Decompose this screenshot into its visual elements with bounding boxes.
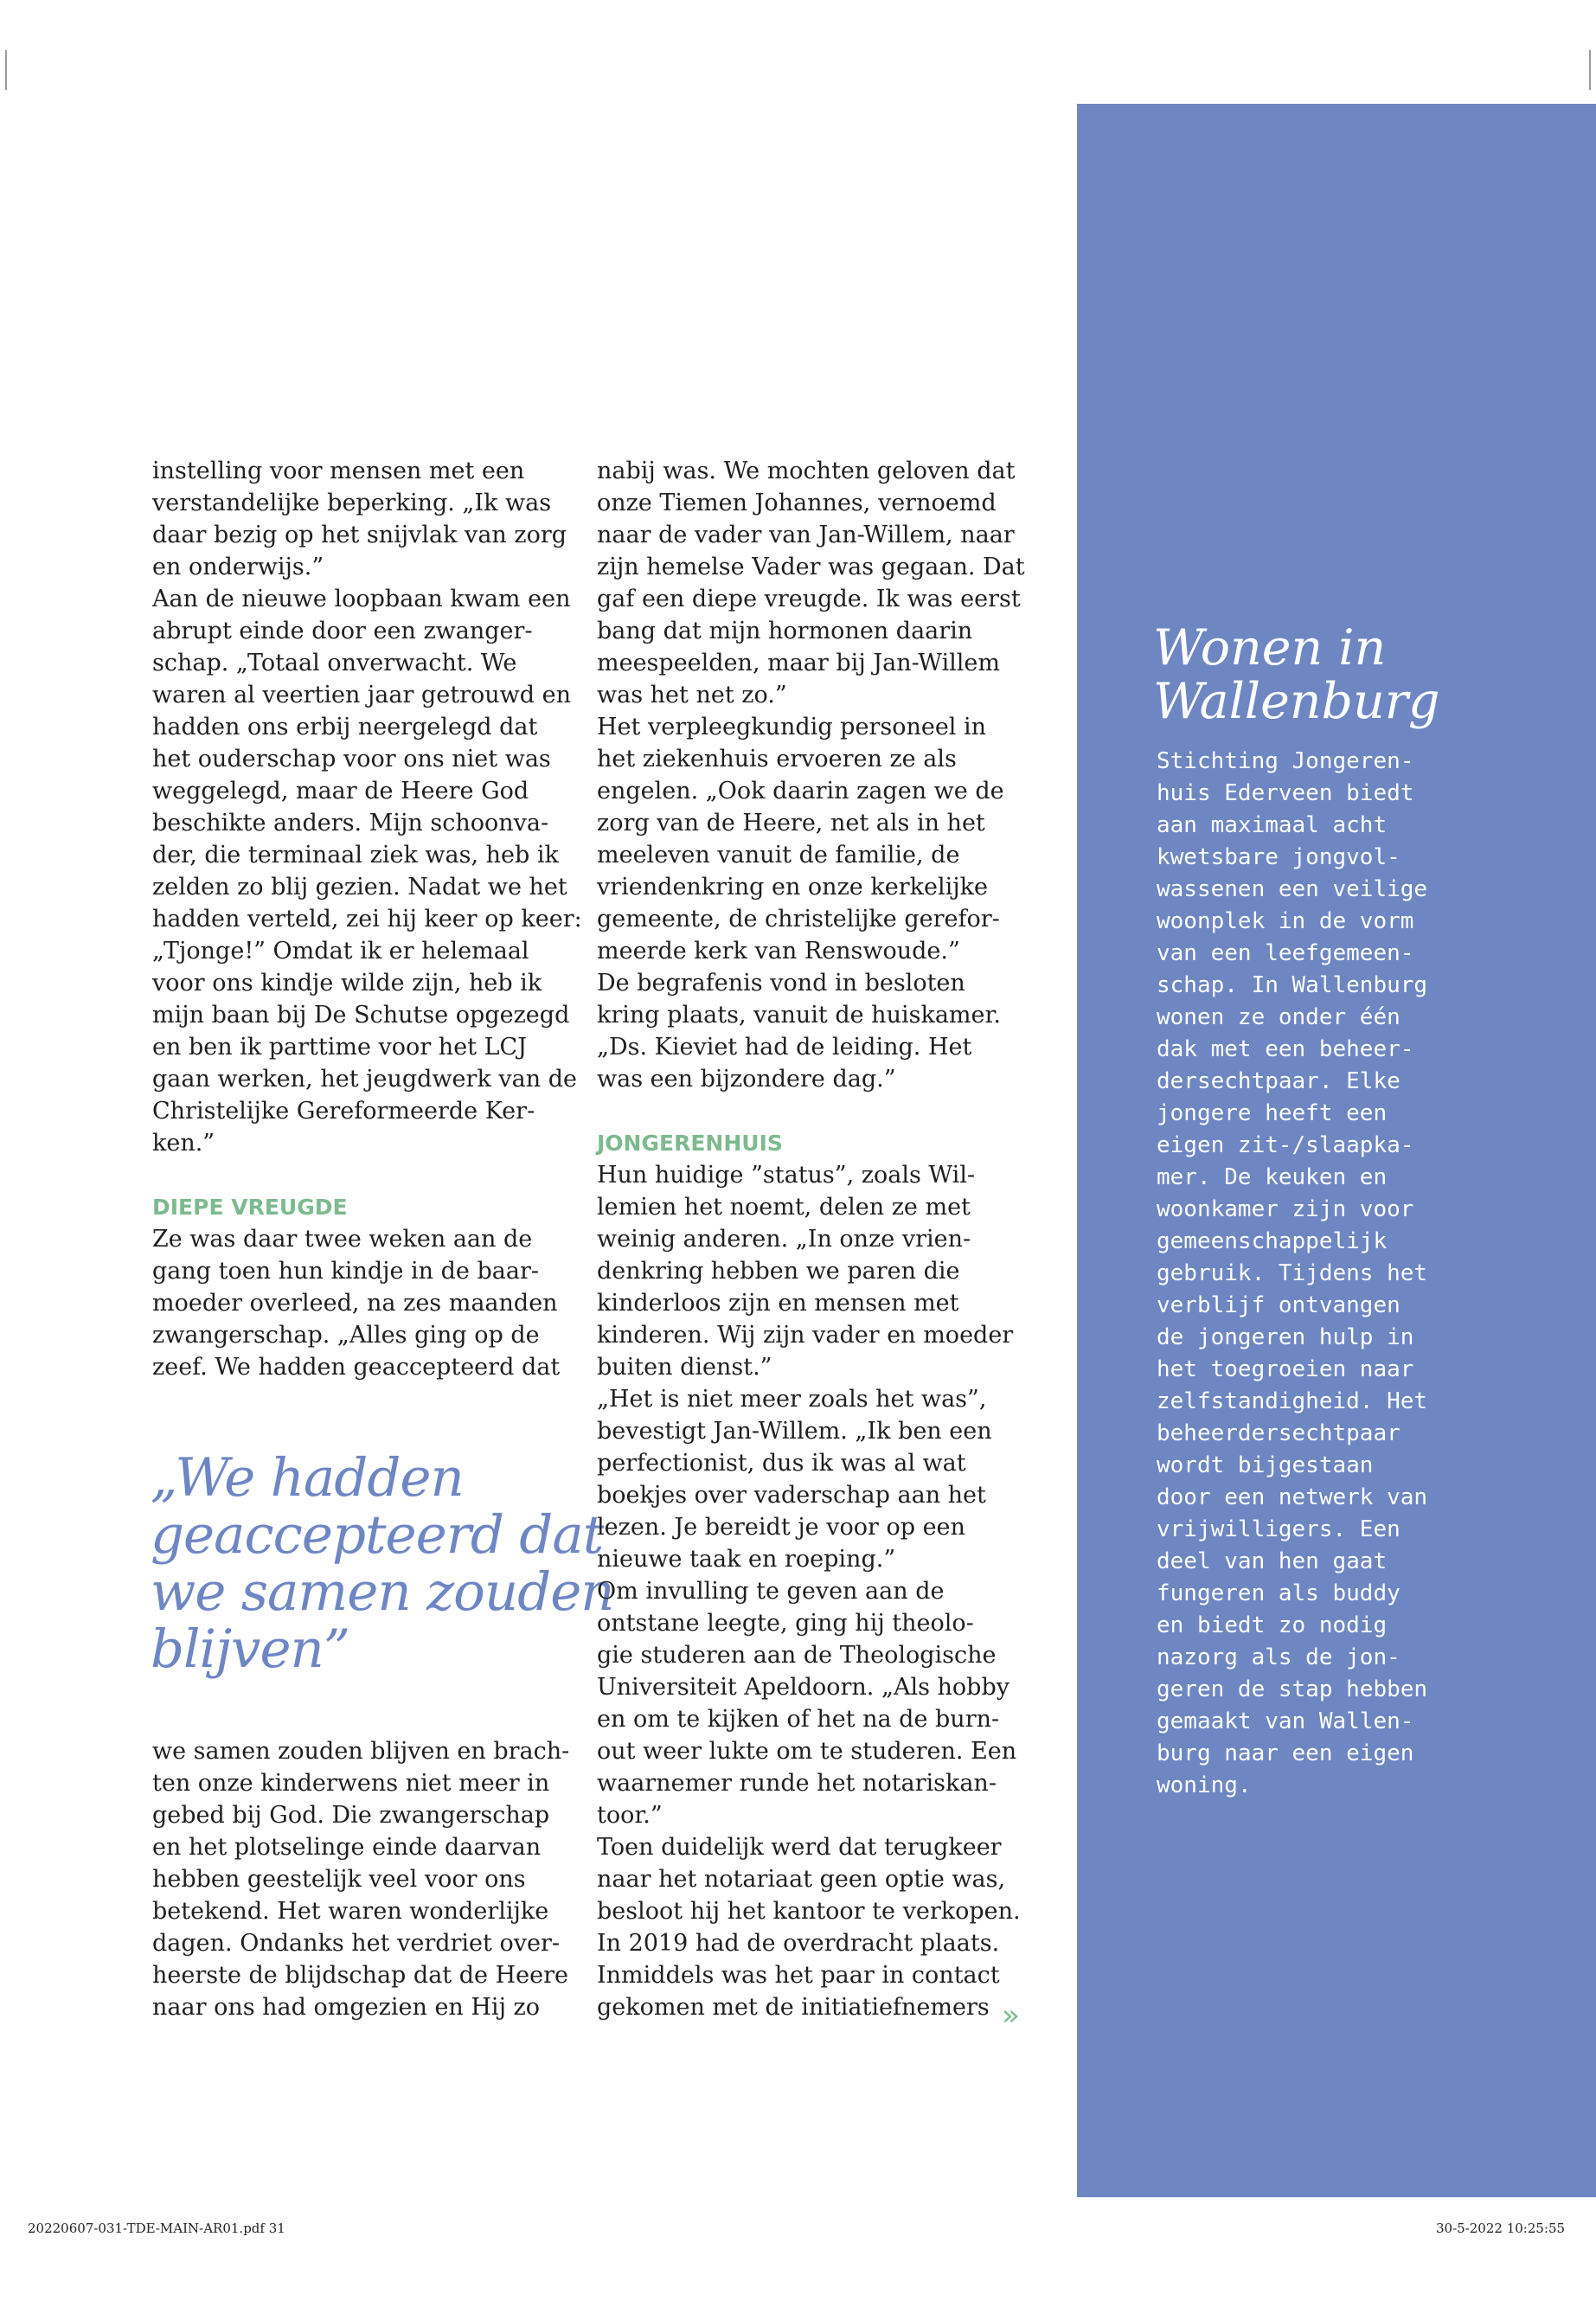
text-line: Ze was daar twee weken aan de [152,1226,533,1253]
text-line: kwetsbare jongvol- [1157,844,1401,870]
text-line: gemeenschappelijk [1157,1228,1388,1254]
text-line: Toen duidelijk werd dat terugkeer [597,1834,1002,1861]
text-line: gaan werken, het jeugdwerk van de [152,1066,577,1093]
text-line: het toegroeien naar [1157,1356,1414,1382]
text-line: onze Tiemen Johannes, vernoemd [597,490,997,516]
pull-quote [151,1447,614,1680]
text-line: nabij was. We mochten geloven dat [597,458,1016,484]
text-line: voor ons kindje wilde zijn, heb ik [152,970,542,997]
text-line: bang dat mijn hormonen daarin [597,618,973,644]
text-line: hadden ons erbij neergelegd dat [152,714,538,740]
text-line: bevestigt Jan-Willem. „Ik ben een [597,1418,992,1445]
footer-filename: 20220607-031-TDE-MAIN-AR01.pdf 31 [28,2221,285,2236]
text-line: Inmiddels was het paar in contact [597,1962,1000,1989]
text-line: gemaakt van Wallen- [1157,1708,1414,1734]
text-line: weinig anderen. „In onze vrien- [597,1226,971,1253]
text-line: zelfstandigheid. Het [1157,1388,1428,1414]
article-column-2 [597,455,1025,2023]
article-column-1-continued [152,1735,570,2023]
text-line: waarnemer runde het notariskan- [597,1770,997,1797]
text-line: zelden zo blij gezien. Nadat we het [152,874,567,901]
text-line: gang toen hun kindje in de baar- [152,1258,540,1285]
text-line: meespeelden, maar bij Jan-Willem [597,650,1000,676]
text-line: en ben ik parttime voor het LCJ [152,1034,528,1061]
text-line: aan maximaal acht [1157,812,1388,838]
text-line: gekomen met de initiatiefnemers [597,1994,990,2021]
text-line: woonplek in de vorm [1157,908,1414,934]
text-line: toor.” [597,1802,663,1829]
text-line: wordt bijgestaan [1157,1452,1374,1478]
text-line: was het net zo.” [597,682,787,708]
text-line: burg naar een eigen [1157,1740,1414,1766]
text-line: zijn hemelse Vader was gegaan. Dat [597,554,1025,580]
text-line: mijn baan bij De Schutse opgezegd [152,1002,570,1029]
text-line: het ouderschap voor ons niet was [152,746,551,772]
paragraph-gap [597,1095,1021,1127]
text-line: daar bezig op het snijvlak van zorg [152,522,567,548]
text-line: „Tjonge!” Omdat ik er helemaal [152,938,529,965]
text-line: door een netwerk van [1157,1484,1428,1510]
text-line: woning. [1157,1772,1252,1798]
text-line: en om te kijken of het na de burn- [597,1706,1000,1733]
text-line: meerde kerk van Renswoude.” [597,938,960,965]
sidebar-body [1157,746,1572,1802]
text-line: gebed bij God. Die zwangerschap [152,1802,550,1829]
text-line: verstandelijke beperking. „Ik was [152,490,552,516]
text-line: en biedt zo nodig [1157,1612,1388,1638]
text-line: hadden verteld, zei hij keer op keer: [152,906,582,933]
text-line: denkring hebben we paren die [597,1258,960,1285]
text-line: hebben geestelijk veel voor ons [152,1866,526,1893]
text-line: gebruik. Tijdens het [1157,1260,1428,1286]
text-line: naar ons had omgezien en Hij zo [152,1994,541,2021]
text-line: schap. In Wallenburg [1157,972,1428,998]
text-line: Aan de nieuwe loopbaan kwam een [152,586,571,612]
column-2-block-b [597,1159,1021,2023]
text-line: we samen zouden [151,1561,614,1623]
text-line: perfectionist, dus ik was al wat [597,1450,966,1477]
text-line: dersechtpaar. Elke [1157,1068,1401,1094]
text-line: boekjes over vaderschap aan het [597,1482,986,1509]
text-line: de jongeren hulp in [1157,1324,1414,1350]
text-line: kring plaats, vanuit de huiskamer. [597,1002,1002,1029]
text-line: mer. De keuken en [1157,1164,1388,1190]
column-2-block-a [597,455,1025,1095]
text-line: was een bijzondere dag.” [597,1066,896,1093]
text-line: vriendenkring en onze kerkelijke [597,874,988,901]
text-line: engelen. „Ook daarin zagen we de [597,778,1004,804]
column-1-block-c [152,1735,570,2023]
sidebar-title [1153,621,1568,728]
text-line: gie studeren aan de Theologische [597,1642,997,1669]
text-line: naar het notariaat geen optie was, [597,1866,1006,1893]
text-line: het ziekenhuis ervoeren ze als [597,746,957,772]
continue-arrow-icon: » [1002,1998,1020,2033]
text-line: moeder overleed, na zes maanden [152,1290,558,1317]
crop-mark-left [5,50,7,90]
text-line: beschikte anders. Mijn schoonva- [152,810,549,836]
text-line: Wallenburg [1153,673,1440,730]
text-line: dagen. Ondanks het verdriet over- [152,1930,560,1957]
text-line: huis Ederveen biedt [1157,780,1414,806]
text-line: kinderen. Wij zijn vader en moeder [597,1322,1014,1349]
text-line: blijven” [151,1618,350,1680]
text-line: lemien het noemt, delen ze met [597,1194,971,1221]
text-line: Universiteit Apeldoorn. „Als hobby [597,1674,1010,1701]
text-line: Christelijke Gereformeerde Ker- [152,1098,535,1125]
text-line: meeleven vanuit de familie, de [597,842,960,868]
text-line: Om invulling te geven aan de [597,1578,945,1605]
text-line: verblijf ontvangen [1157,1292,1401,1318]
text-line: ten onze kinderwens niet meer in [152,1770,550,1797]
text-line: naar de vader van Jan-Willem, naar [597,522,1015,548]
text-line: waren al veertien jaar getrouwd en [152,682,571,708]
text-line: „Het is niet meer zoals het was”, [597,1386,987,1413]
text-line: jongere heeft een [1157,1100,1388,1126]
text-line: fungeren als buddy [1157,1580,1401,1606]
crop-mark-right [1589,50,1591,90]
text-line: zorg van de Heere, net als in het [597,810,985,836]
text-line: geren de stap hebben [1157,1676,1428,1702]
text-line: „Ds. Kieviet had de leiding. Het [597,1034,972,1061]
text-line: nieuwe taak en roeping.” [597,1546,896,1573]
text-line: buiten dienst.” [597,1354,772,1381]
footer-timestamp: 30-5-2022 10:25:55 [1436,2221,1566,2236]
text-line: besloot hij het kantoor te verkopen. [597,1898,1021,1925]
text-line: en onderwijs.” [152,554,324,580]
text-line: out weer lukte om te studeren. Een [597,1738,1017,1765]
text-line: ontstane leegte, ging hij theolo- [597,1610,974,1637]
text-line: der, die terminaal ziek was, heb ik [152,842,559,868]
section-heading-diepe-vreugde: DIEPE VREUGDE [152,1195,348,1220]
text-line: woonkamer zijn voor [1157,1196,1414,1222]
text-line: geaccepteerd dat [151,1504,604,1566]
text-line: ken.” [152,1130,215,1157]
column-1-block-b [152,1223,567,1383]
text-line: schap. „Totaal onverwacht. We [152,650,517,676]
text-line: Hun huidige ”status”, zoals Wil- [597,1162,976,1189]
text-line: eigen zit-/slaapka- [1157,1132,1414,1158]
section-heading-jongerenhuis: JONGERENHUIS [597,1131,783,1156]
text-line: wonen ze onder één [1157,1004,1401,1030]
text-line: van een leefgemeen- [1157,940,1414,966]
text-line: Het verpleegkundig personeel in [597,714,987,740]
text-line: De begrafenis vond in besloten [597,970,965,997]
text-line: gaf een diepe vreugde. Ik was eerst [597,586,1021,612]
text-line: Wonen in [1153,619,1387,676]
paragraph-gap [152,1159,567,1191]
text-line: gemeente, de christelijke gerefor- [597,906,1000,933]
text-line: betekend. Het waren wonderlijke [152,1898,549,1925]
text-line: dak met een beheer- [1157,1036,1414,1062]
text-line: deel van hen gaat [1157,1548,1388,1574]
text-line: wassenen een veilige [1157,876,1428,902]
text-line: kinderloos zijn en mensen met [597,1290,959,1317]
text-line: In 2019 had de overdracht plaats. [597,1930,1000,1957]
text-line: zeef. We hadden geaccepteerd dat [152,1354,561,1381]
text-line: weggelegd, maar de Heere God [152,778,529,804]
text-line: instelling voor mensen met een [152,458,525,484]
text-line: heerste de blijdschap dat de Heere [152,1962,568,1989]
text-line: we samen zouden blijven en brach- [152,1738,570,1765]
text-line: nazorg als de jon- [1157,1644,1401,1670]
text-line: „We hadden [151,1447,464,1509]
column-1-block-a [152,455,582,1159]
text-line: zwangerschap. „Alles ging op de [152,1322,540,1349]
text-line: vrijwilligers. Een [1157,1516,1401,1542]
text-line: lezen. Je bereidt je voor op een [597,1514,965,1541]
text-line: Stichting Jongeren- [1157,748,1414,774]
text-line: beheerdersechtpaar [1157,1420,1401,1446]
text-line: en het plotselinge einde daarvan [152,1834,542,1861]
text-line: abrupt einde door een zwanger- [152,618,533,644]
article-column-1 [152,455,582,1383]
